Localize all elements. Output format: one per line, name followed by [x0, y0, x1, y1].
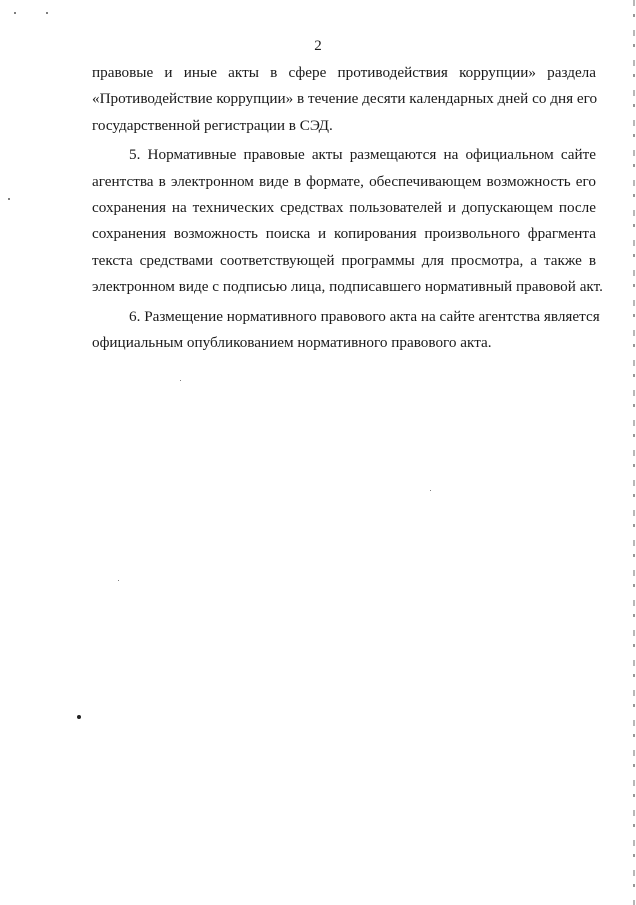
text-line: агентства в электронном виде в формате, обеспечивающем возможность его	[92, 172, 596, 190]
text-line: «Противодействие коррупции» в течение десяти календарных дней со дня его	[92, 90, 598, 108]
text-line: сохранения возможность поиска и копирования произвольного фрагмента	[92, 225, 596, 243]
text-line: 5. Нормативные правовые акты размещаются на официальном сайте	[129, 146, 596, 164]
text-line: электронном виде с подписью лица, подписавшего нормативный правовой акт.	[92, 278, 603, 296]
text-line: официальным опубликованием нормативного правового акта.	[92, 333, 492, 351]
text-line: государственной регистрации в СЭД.	[92, 116, 333, 134]
scan-speck	[430, 490, 431, 491]
text-line: 6. Размещение нормативного правового акта на сайте агентства является	[129, 307, 600, 325]
scan-edge-shadow	[633, 0, 635, 905]
scan-speck	[118, 580, 119, 581]
page-number: 2	[314, 38, 322, 54]
paragraph-continuation	[92, 60, 596, 139]
document-body	[92, 60, 603, 356]
scan-speck	[77, 715, 81, 719]
text-line: сохранения на технических средствах пользователей и допускающем после	[92, 198, 596, 216]
scan-speck	[8, 198, 10, 200]
scan-speck	[180, 380, 181, 381]
scan-speck	[46, 12, 48, 14]
paragraph-5	[92, 142, 603, 300]
text-line: правовые и иные акты в сфере противодействия коррупции» раздела	[92, 64, 596, 81]
scan-speck	[14, 12, 16, 14]
text-line: текста средствами соответствующей программы для просмотра, а также в	[92, 251, 596, 269]
paragraph-6	[92, 304, 600, 357]
